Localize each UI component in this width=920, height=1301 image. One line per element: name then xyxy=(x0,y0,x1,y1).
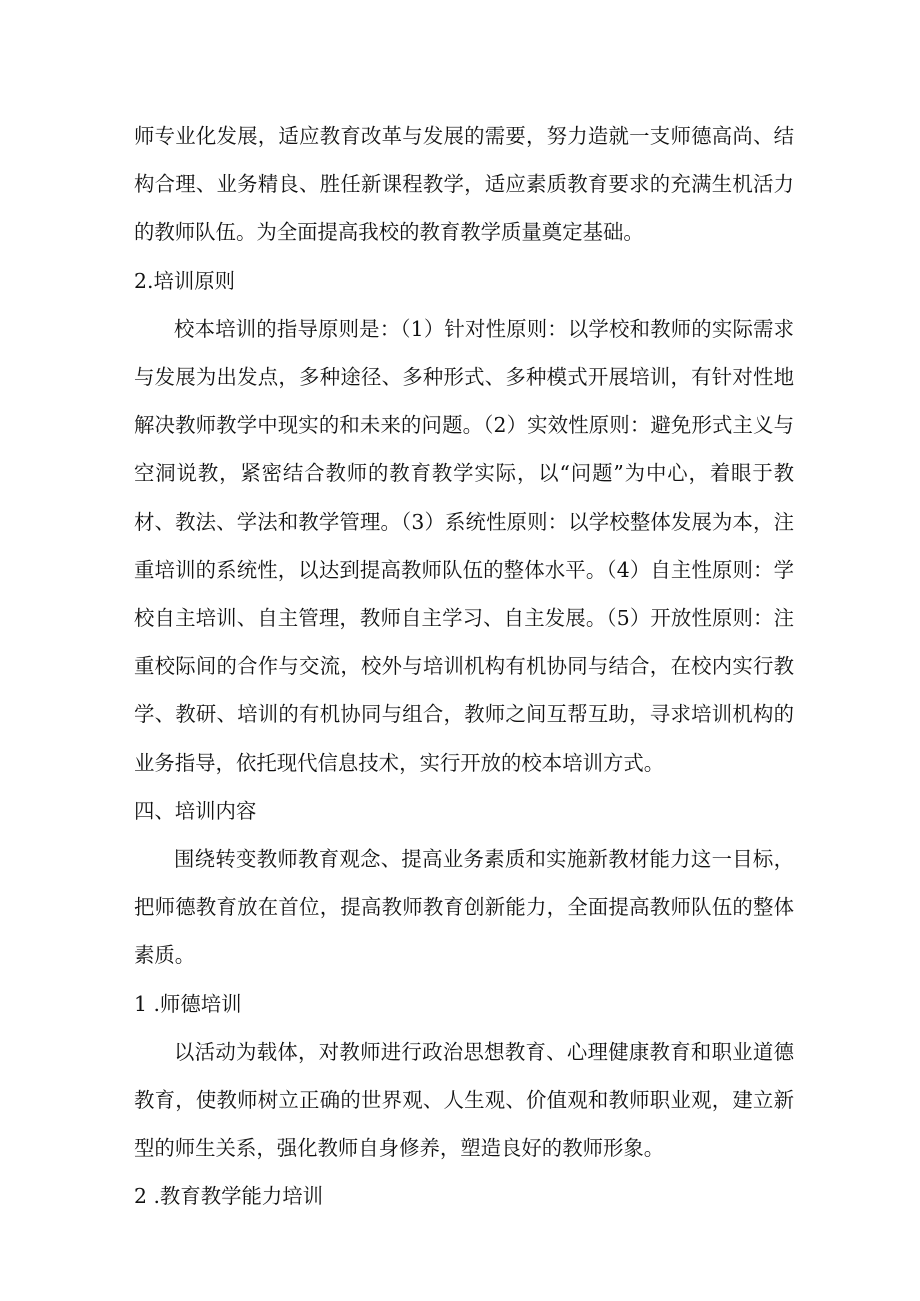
heading-ethics-training: 1 .师德培训 xyxy=(134,991,242,1016)
paragraph-continuation: 师专业化发展，适应教育改革与发展的需要，努力造就一支师德高尚、结构合理、业务精良、胜任新课程教学，适应素质教育要求的充满生机活力的教师队伍。为全面提高我校的教育教学质量奠定基础。 xyxy=(134,124,794,245)
heading-teaching-ability-training: 2 .教育教学能力培训 xyxy=(134,1184,324,1209)
heading-training-content: 四、培训内容 xyxy=(134,798,257,823)
heading-training-principles: 2.培训原则 xyxy=(134,268,236,293)
paragraph-training-principles: 校本培训的指导原则是：（1）针对性原则：以学校和教师的实际需求与发展为出发点，多种途径、多种形式、多种模式开展培训，有针对性地解决教师教学中现实的和未来的问题。（2）实效性原则：避免形式主义与空洞说教，紧密结合教师的教育教学实际，以“问题”为中心，着眼于教材、教法、学法和教学管理。（3）系统性原则：以学校整体发展为本，注重培训的系统性，以达到提高教师队伍的整体水平。（4）自主性原则：学校自主培训、自主管理，教师自主学习、自主发展。（5）开放性原则：注重校际间的合作与交流，校外与培训机构有机协同与结合，在校内实行教学、教研、培训的有机协同与组合，教师之间互帮互助，寻求培训机构的业务指导，依托现代信息技术，实行开放的校本培训方式。 xyxy=(134,316,794,775)
paragraph-ethics-training: 以活动为载体，对教师进行政治思想教育、心理健康教育和职业道德教育，使教师树立正确的世界观、人生观、价值观和教师职业观，建立新型的师生关系，强化教师自身修养，塑造良好的教师形象。 xyxy=(134,1039,794,1161)
document-body xyxy=(134,112,794,1221)
paragraph-training-content: 围绕转变教师教育观念、提高业务素质和实施新教材能力这一目标，把师德教育放在首位，提高教师教育创新能力，全面提高教师队伍的整体素质。 xyxy=(134,847,794,968)
